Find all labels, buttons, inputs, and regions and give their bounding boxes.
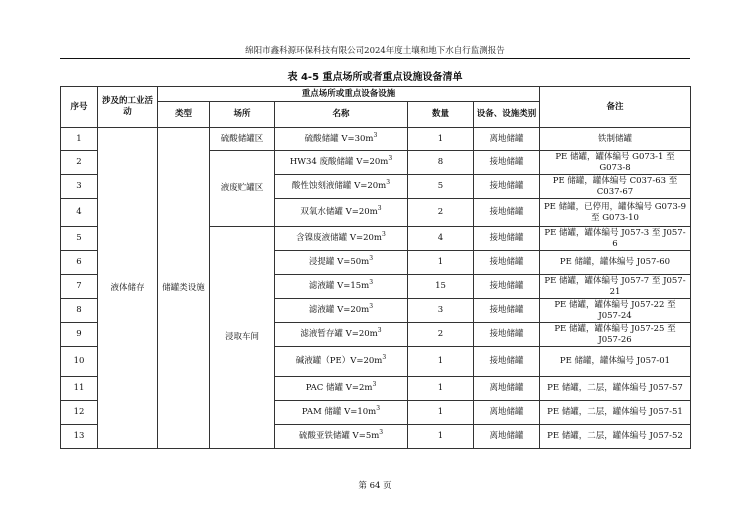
unit-exponent: 3 xyxy=(377,205,382,213)
cell-note: PE 储罐，罐体编号 J057-3 至 J057-6 xyxy=(540,227,691,251)
col-header-qty: 数量 xyxy=(408,102,474,128)
cell-place: 浸取车间 xyxy=(210,227,275,449)
cell-cat: 离地储罐 xyxy=(474,425,540,449)
cell-note: PE 储罐，罐体编号 J057-60 xyxy=(540,251,691,275)
cell-note: PE 储罐，罐体编号 J057-25 至 J057-26 xyxy=(540,323,691,347)
cell-no: 6 xyxy=(61,251,98,275)
cell-name xyxy=(275,323,408,347)
cell-qty: 1 xyxy=(408,377,474,401)
cell-note: PE 储罐，二层，罐体编号 J057-57 xyxy=(540,377,691,401)
col-header-no: 序号 xyxy=(61,87,98,128)
cell-name-text: HW34 废酸储罐 V=20m xyxy=(289,157,389,167)
cell-name xyxy=(275,151,408,175)
cell-qty: 5 xyxy=(408,175,474,199)
cell-type: 储罐类设施 xyxy=(158,128,210,449)
cell-note: PE 储罐，罐体编号 J057-01 xyxy=(540,347,691,377)
cell-qty: 4 xyxy=(408,227,474,251)
cell-name xyxy=(275,275,408,299)
cell-name xyxy=(275,347,408,377)
cell-cat: 接地储罐 xyxy=(474,175,540,199)
facility-table xyxy=(60,86,691,449)
cell-cat: 离地储罐 xyxy=(474,128,540,151)
cell-qty: 2 xyxy=(408,199,474,227)
unit-exponent: 3 xyxy=(369,303,374,311)
cell-no: 13 xyxy=(61,425,98,449)
cell-no: 4 xyxy=(61,199,98,227)
cell-no: 3 xyxy=(61,175,98,199)
cell-cat: 离地储罐 xyxy=(474,401,540,425)
cell-qty: 8 xyxy=(408,151,474,175)
col-header-note: 备注 xyxy=(540,87,691,128)
cell-qty: 2 xyxy=(408,323,474,347)
cell-note: PE 储罐，二层，罐体编号 J057-51 xyxy=(540,401,691,425)
cell-name-text: 硫酸储罐 V=30m xyxy=(304,133,374,144)
cell-no: 7 xyxy=(61,275,98,299)
cell-name-text: PAC 储罐 V=2m xyxy=(305,383,373,393)
col-header-cat: 设备、设施类别 xyxy=(474,102,540,128)
cell-name-text: 浸提罐 V=50m xyxy=(308,257,370,267)
cell-name-text: 含镍废液储罐 V=20m xyxy=(296,233,382,243)
cell-name xyxy=(275,175,408,199)
cell-name xyxy=(275,251,408,275)
cell-qty: 1 xyxy=(408,347,474,377)
cell-no: 10 xyxy=(61,347,98,377)
cell-no: 12 xyxy=(61,401,98,425)
cell-cat: 接地储罐 xyxy=(474,199,540,227)
unit-exponent: 3 xyxy=(373,131,378,139)
table-caption: 表 4-5 重点场所或者重点设施设备清单 xyxy=(287,72,463,83)
page-number: 第 64 页 xyxy=(358,481,392,491)
unit-exponent: 3 xyxy=(382,231,386,239)
cell-cat: 离地储罐 xyxy=(474,377,540,401)
cell-name xyxy=(275,199,408,227)
cell-qty: 1 xyxy=(408,425,474,449)
cell-name-text: 滤液罐 V=20m xyxy=(308,305,370,315)
cell-no: 2 xyxy=(61,151,98,175)
cell-qty: 1 xyxy=(408,128,474,151)
cell-note: 铁制储罐 xyxy=(540,128,691,151)
cell-no: 11 xyxy=(61,377,98,401)
cell-no: 5 xyxy=(61,227,98,251)
cell-place: 液废贮罐区 xyxy=(210,151,275,227)
col-header-type: 类型 xyxy=(158,102,210,128)
unit-exponent: 3 xyxy=(377,327,382,335)
unit-exponent: 3 xyxy=(388,155,393,163)
cell-name xyxy=(275,227,408,251)
cell-name xyxy=(275,401,408,425)
unit-exponent: 3 xyxy=(379,429,384,437)
cell-cat: 接地储罐 xyxy=(474,347,540,377)
cell-no: 1 xyxy=(61,128,98,151)
col-header-place: 场所 xyxy=(210,102,275,128)
cell-note: PE 储罐，二层，罐体编号 J057-52 xyxy=(540,425,691,449)
col-header-group: 重点场所或重点设备设施 xyxy=(158,87,540,102)
cell-place: 硫酸储罐区 xyxy=(210,128,275,151)
cell-name xyxy=(275,299,408,323)
cell-name-text: 滤液罐 V=15m xyxy=(308,281,370,291)
cell-note: PE 储罐，已停用，罐体编号 G073-9 至 G073-10 xyxy=(540,199,691,227)
cell-no: 9 xyxy=(61,323,98,347)
cell-activity: 液体储存 xyxy=(98,128,158,449)
header-rule xyxy=(60,58,690,59)
cell-name-text: 硫酸亚铁储罐 V=5m xyxy=(298,431,380,441)
cell-qty: 1 xyxy=(408,251,474,275)
cell-cat: 接地储罐 xyxy=(474,275,540,299)
unit-exponent: 3 xyxy=(372,381,377,389)
cell-note: PE 储罐，罐体编号 J057-22 至 J057-24 xyxy=(540,299,691,323)
cell-name-text: 滤液暂存罐 V=20m xyxy=(300,329,378,339)
cell-name-text: PAM 储罐 V=10m xyxy=(301,407,377,417)
col-header-activity: 涉及的工业活动 xyxy=(98,87,158,128)
unit-exponent: 3 xyxy=(376,405,381,413)
cell-no: 8 xyxy=(61,299,98,323)
cell-qty: 15 xyxy=(408,275,474,299)
cell-name-text: 酸性蚀刻液储罐 V=20m xyxy=(291,181,387,191)
unit-exponent: 3 xyxy=(369,279,374,287)
cell-name xyxy=(275,425,408,449)
cell-name xyxy=(275,128,408,151)
unit-exponent: 3 xyxy=(369,255,374,263)
cell-note: PE 储罐，罐体编号 J057-7 至 J057-21 xyxy=(540,275,691,299)
col-header-name: 名称 xyxy=(275,102,408,128)
cell-name-text: 双氧水储罐 V=20m xyxy=(300,207,378,217)
cell-name xyxy=(275,377,408,401)
cell-qty: 3 xyxy=(408,299,474,323)
cell-qty: 1 xyxy=(408,401,474,425)
cell-cat: 接地储罐 xyxy=(474,227,540,251)
cell-cat: 接地储罐 xyxy=(474,251,540,275)
cell-name-text: 碱液罐（PE）V=20m xyxy=(295,356,383,366)
cell-cat: 接地储罐 xyxy=(474,323,540,347)
cell-cat: 接地储罐 xyxy=(474,299,540,323)
table-row xyxy=(61,128,691,151)
cell-note: PE 储罐，罐体编号 C037-63 至 C037-67 xyxy=(540,175,691,199)
unit-exponent: 3 xyxy=(386,179,391,187)
cell-note: PE 储罐，罐体编号 G073-1 至 G073-8 xyxy=(540,151,691,175)
report-header: 绵阳市鑫科源环保科技有限公司2024年度土壤和地下水自行监测报告 xyxy=(245,46,505,56)
cell-cat: 接地储罐 xyxy=(474,151,540,175)
unit-exponent: 3 xyxy=(382,354,387,362)
